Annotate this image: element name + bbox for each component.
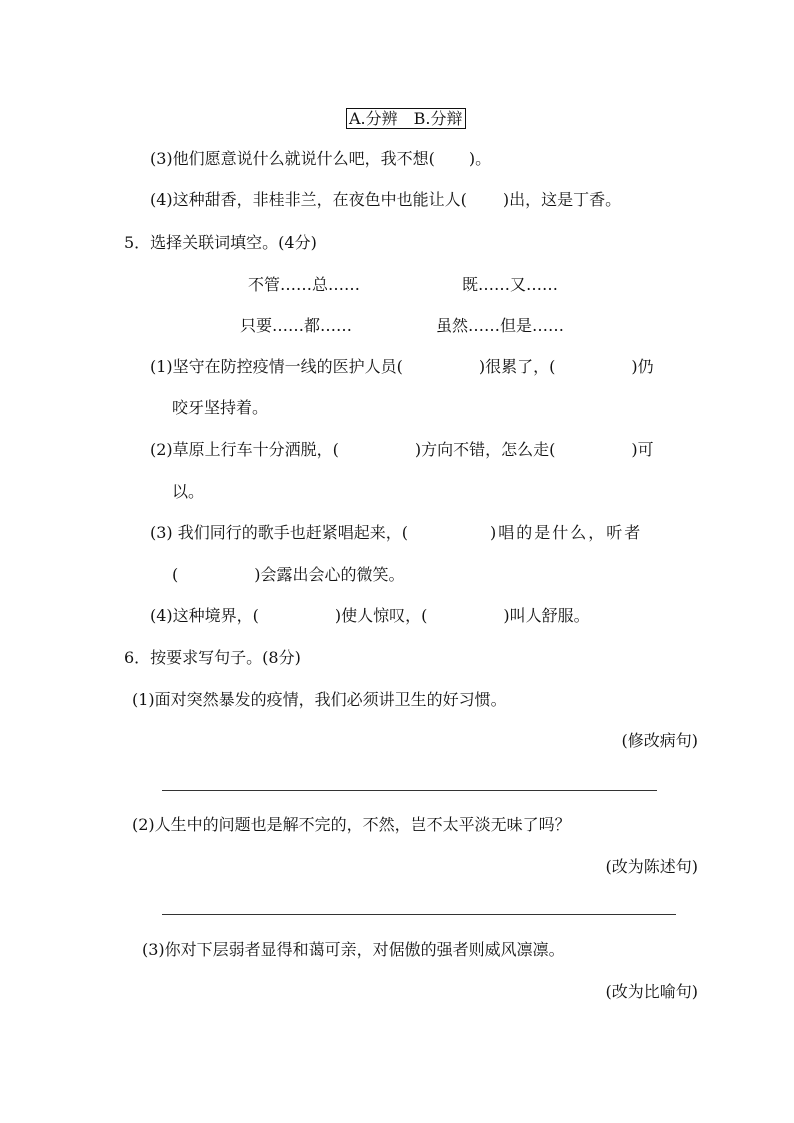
item-text: 你对下层弱者显得和蔼可亲，对倨傲的强者则威风凛凛。 <box>164 940 565 959</box>
item-text: )叫人舒服。 <box>503 606 590 625</box>
item-number: (3) <box>150 149 173 168</box>
q5-word-3: 只要……都…… <box>240 316 353 335</box>
q5-item-4 <box>150 605 590 627</box>
q5-item-2-cont: 以。 <box>172 482 205 501</box>
item-text-after: )出，这是丁香。 <box>502 190 622 209</box>
item-text: )使人惊叹，( <box>334 606 428 625</box>
q5-word-4: 虽然……但是…… <box>436 316 565 335</box>
q6-item-1-requirement: (修改病句) <box>621 731 698 750</box>
answer-line[interactable] <box>162 914 676 915</box>
q6-item-3-requirement: (改为比喻句) <box>605 982 698 1001</box>
item-number: (2) <box>132 815 155 834</box>
q4-item-3 <box>150 148 491 170</box>
q4-options-box <box>346 108 466 130</box>
q4-item-4 <box>150 189 621 211</box>
item-number: (4) <box>150 190 173 209</box>
q6-item-2 <box>132 814 571 836</box>
q5-word-1: 不管……总…… <box>248 275 361 294</box>
q5-item-1 <box>150 356 654 378</box>
item-text: 这种境界，( <box>172 606 259 625</box>
q6-item-3 <box>142 939 565 961</box>
answer-line[interactable] <box>162 790 657 791</box>
item-number: (3) <box>150 523 173 542</box>
q5-item-3 <box>150 522 642 544</box>
q6-title: 6．按要求写句子。(8分) <box>124 648 301 667</box>
q4-options: A.分辨 B.分辩 <box>346 108 466 129</box>
item-number: (2) <box>150 440 173 459</box>
item-text: 人生中的问题也是解不完的，不然，岂不太平淡无味了吗？ <box>154 815 571 834</box>
item-text: )唱的是什么，听者 <box>490 523 643 542</box>
q6-item-1 <box>132 689 507 711</box>
item-text-before: 这种甜香，非桂非兰，在夜色中也能让人( <box>172 190 467 209</box>
item-text: )会露出会心的微笑。 <box>254 565 405 584</box>
q5-item-3-cont <box>172 564 405 586</box>
item-text: )很累了，( <box>478 357 556 376</box>
item-text: 面对突然暴发的疫情，我们必须讲卫生的好习惯。 <box>154 690 507 709</box>
item-number: (1) <box>132 690 155 709</box>
item-text: )方向不错，怎么走( <box>414 440 556 459</box>
q5-item-1-cont: 咬牙坚持着。 <box>172 398 269 417</box>
item-number: (3) <box>142 940 165 959</box>
item-text: 草原上行车十分洒脱，( <box>172 440 339 459</box>
item-number: (4) <box>150 606 173 625</box>
item-text: 我们同行的歌手也赶紧唱起来，( <box>172 523 409 542</box>
item-text: ( <box>172 565 179 584</box>
q5-word-2: 既……又…… <box>462 275 559 294</box>
item-text-before: 他们愿意说什么就说什么吧，我不想( <box>172 149 435 168</box>
q5-item-2 <box>150 439 654 461</box>
item-text: )可 <box>631 440 654 459</box>
q6-item-2-requirement: (改为陈述句) <box>605 857 698 876</box>
item-text-after: )。 <box>468 149 492 168</box>
item-number: (1) <box>150 357 173 376</box>
item-text: 坚守在防控疫情一线的医护人员( <box>172 357 403 376</box>
item-text: )仍 <box>631 357 654 376</box>
q5-title: 5．选择关联词填空。(4分) <box>124 233 317 252</box>
